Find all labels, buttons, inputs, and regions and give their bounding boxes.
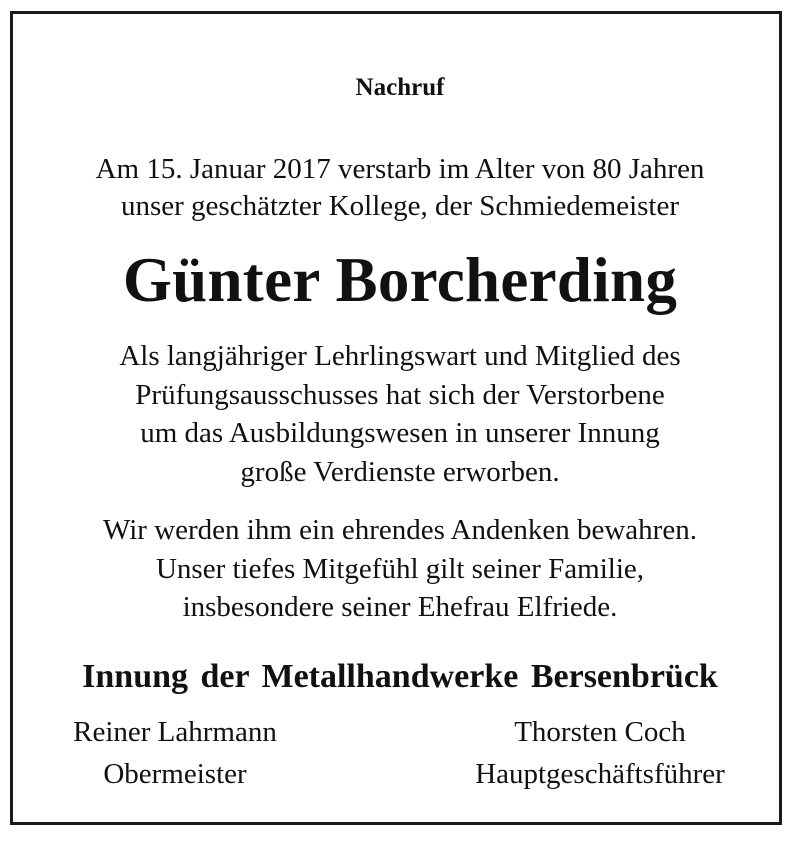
notice-heading: Nachruf	[355, 74, 445, 101]
signatory-title: Hauptgeschäftsführer	[475, 758, 725, 790]
intro-line: unser geschätzter Kollege, der Schmiedemeister	[120, 190, 680, 222]
condolence-line: insbesondere seiner Ehefrau Elfriede.	[182, 591, 618, 623]
signatory-name: Thorsten Coch	[514, 716, 686, 748]
tribute-line: um das Ausbildungswesen in unserer Innung	[140, 417, 660, 449]
tribute-line: große Verdienste erworben.	[240, 455, 560, 488]
signatory-left	[40, 711, 310, 795]
intro-line: Am 15. Januar 2017 verstarb im Alter von 80 Jahren	[95, 153, 705, 185]
condolence-line: Unser tiefes Mitgefühl gilt seiner Familie,	[155, 552, 645, 585]
signatory-title: Obermeister	[103, 758, 247, 790]
condolence-line: Wir werden ihm ein ehrendes Andenken bewahren.	[103, 514, 697, 546]
condolence-paragraph	[0, 511, 800, 627]
deceased-name: Günter Borcherding	[122, 245, 678, 315]
tribute-line: Prüfungsausschusses hat sich der Verstorbene	[135, 378, 665, 411]
signatory-right	[440, 711, 760, 795]
signatory-name: Reiner Lahrmann	[73, 716, 277, 748]
tribute-paragraph	[0, 337, 800, 491]
intro-text	[0, 151, 800, 225]
tribute-line: Als langjähriger Lehrlingswart und Mitglied des	[119, 340, 681, 372]
organization-name: Innung der Metallhandwerke Bersenbrück	[82, 658, 718, 695]
